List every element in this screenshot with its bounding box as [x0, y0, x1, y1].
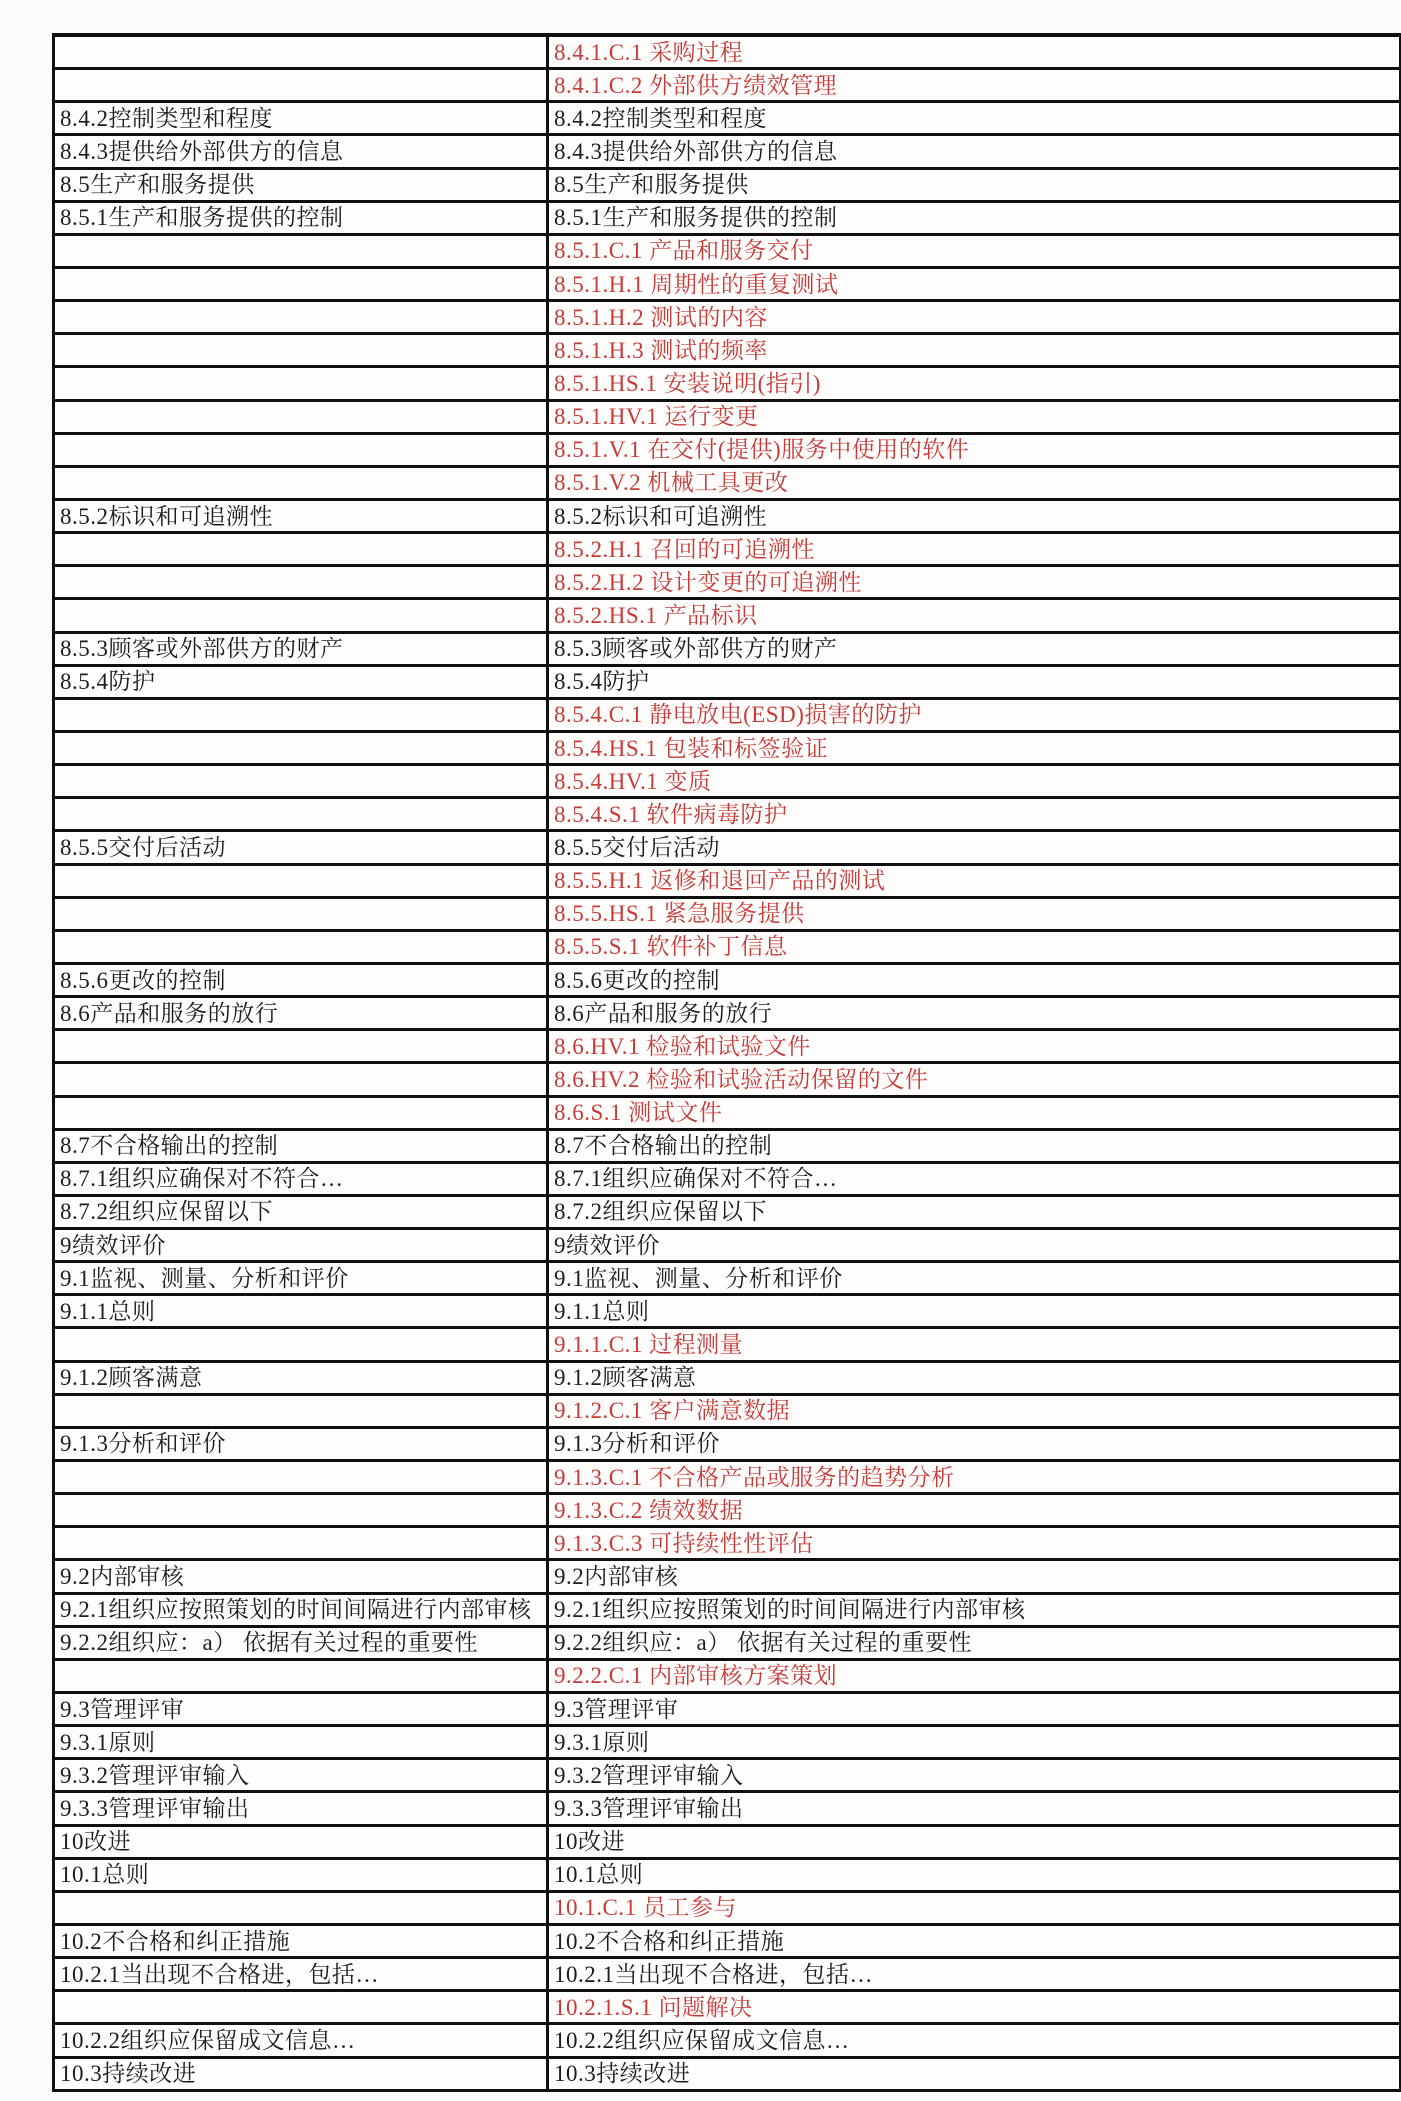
- table-row: [55, 1528, 1399, 1561]
- right-clause-cell: 8.5.1.V.1 在交付(提供)服务中使用的软件: [554, 437, 970, 463]
- table-row: [55, 368, 1399, 401]
- left-clause-cell: [55, 402, 549, 432]
- table-row: [55, 1628, 1399, 1661]
- left-clause-cell: 9.1.1总则: [55, 1296, 549, 1326]
- table-row: [55, 1329, 1399, 1362]
- table-row: [55, 899, 1399, 932]
- table-row: [55, 402, 1399, 435]
- right-clause-cell: 8.5生产和服务提供: [554, 172, 749, 198]
- table-row: [55, 335, 1399, 368]
- right-clause-cell: 10.1.C.1 员工参与: [554, 1895, 737, 1921]
- table-row: [55, 1031, 1399, 1064]
- right-clause-cell: 9.3.2管理评审输入: [554, 1762, 744, 1788]
- right-clause-cell: 9.1.3.C.2 绩效数据: [554, 1497, 744, 1523]
- right-clause-cell: 9.3.1原则: [554, 1729, 650, 1755]
- left-clause-cell: 8.5.1生产和服务提供的控制: [55, 203, 549, 233]
- table-row: [55, 1263, 1399, 1296]
- left-clause-cell: 10.2.1当出现不合格进，包括…: [55, 1959, 549, 1989]
- right-clause-cell: 8.5.1生产和服务提供的控制: [554, 205, 838, 231]
- left-clause-cell: [55, 1992, 549, 2022]
- right-clause-cell: 8.4.3提供给外部供方的信息: [554, 138, 838, 164]
- left-clause-cell: [55, 1098, 549, 1128]
- right-clause-cell: 8.5.1.C.1 产品和服务交付: [554, 238, 814, 264]
- left-clause-cell: 9绩效评价: [55, 1230, 549, 1260]
- left-clause-cell: [55, 1661, 549, 1691]
- table-row: [55, 1926, 1399, 1959]
- right-clause-cell: 8.7.2组织应保留以下: [554, 1199, 767, 1225]
- table-row: [55, 1561, 1399, 1594]
- left-clause-cell: [55, 1329, 549, 1359]
- table-row: [55, 998, 1399, 1031]
- table-row: [55, 1363, 1399, 1396]
- left-clause-cell: 9.3.2管理评审输入: [55, 1760, 549, 1790]
- left-clause-cell: [55, 1462, 549, 1492]
- table-row: [55, 799, 1399, 832]
- right-clause-cell: 8.5.5.S.1 软件补丁信息: [554, 934, 788, 960]
- table-row: [55, 600, 1399, 633]
- right-clause-cell: 9.1.3.C.1 不合格产品或服务的趋势分析: [554, 1464, 955, 1490]
- right-clause-cell: 8.5.1.HV.1 运行变更: [554, 404, 759, 430]
- right-clause-cell: 8.6.HV.2 检验和试验活动保留的文件: [554, 1066, 929, 1092]
- right-clause-cell: 8.5.1.H.3 测试的频率: [554, 337, 768, 363]
- left-clause-cell: 10.1总则: [55, 1860, 549, 1890]
- left-clause-cell: [55, 534, 549, 564]
- table-row: [55, 1396, 1399, 1429]
- table-row: [55, 501, 1399, 534]
- right-clause-cell: 8.5.2标识和可追溯性: [554, 503, 767, 529]
- table-row: [55, 1495, 1399, 1528]
- left-clause-cell: 8.5生产和服务提供: [55, 170, 549, 200]
- left-clause-cell: [55, 269, 549, 299]
- table-row: [55, 1793, 1399, 1826]
- left-clause-cell: 8.4.2控制类型和程度: [55, 103, 549, 133]
- left-clause-cell: 9.2内部审核: [55, 1561, 549, 1591]
- table-row: [55, 634, 1399, 667]
- right-clause-cell: 8.4.2控制类型和程度: [554, 105, 767, 131]
- left-clause-cell: [55, 368, 549, 398]
- table-row: [55, 468, 1399, 501]
- table-row: [55, 1064, 1399, 1097]
- right-clause-cell: 10.2.2组织应保留成文信息…: [554, 2028, 850, 2053]
- right-clause-cell: 10.2.1当出现不合格进，包括…: [554, 1961, 873, 1987]
- left-clause-cell: 10.2.2组织应保留成文信息…: [55, 2025, 549, 2055]
- table-row: [55, 1992, 1399, 2025]
- table-row: [55, 203, 1399, 236]
- table-row: [55, 1131, 1399, 1164]
- right-clause-cell: 8.5.1.H.1 周期性的重复测试: [554, 271, 839, 297]
- table-row: [55, 1595, 1399, 1628]
- table-row: [55, 1296, 1399, 1329]
- right-clause-cell: 8.5.5.H.1 返修和退回产品的测试: [554, 868, 886, 894]
- left-clause-cell: [55, 1495, 549, 1525]
- table-row: [55, 667, 1399, 700]
- left-clause-cell: 9.1监视、测量、分析和评价: [55, 1263, 549, 1293]
- table-row: [55, 1760, 1399, 1793]
- table-row: [55, 103, 1399, 136]
- left-clause-cell: 8.5.3顾客或外部供方的财产: [55, 634, 549, 664]
- right-clause-cell: 8.6.S.1 测试文件: [554, 1100, 723, 1126]
- left-clause-cell: [55, 70, 549, 100]
- left-clause-cell: 8.7不合格输出的控制: [55, 1131, 549, 1161]
- right-clause-cell: 9.1.2顾客满意: [554, 1365, 697, 1391]
- table-row: [55, 136, 1399, 169]
- left-clause-cell: [55, 700, 549, 730]
- table-row: [55, 832, 1399, 865]
- left-clause-cell: [55, 766, 549, 796]
- right-clause-cell: 9.3管理评审: [554, 1696, 679, 1722]
- right-clause-cell: 8.5.1.HS.1 安装说明(指引): [554, 370, 821, 396]
- table-row: [55, 435, 1399, 468]
- table-row: [55, 733, 1399, 766]
- table-row: [55, 1661, 1399, 1694]
- left-clause-cell: 9.3.1原则: [55, 1727, 549, 1757]
- right-clause-cell: 8.5.4.S.1 软件病毒防护: [554, 801, 788, 827]
- table-row: [55, 965, 1399, 998]
- left-clause-cell: 9.2.1组织应按照策划的时间间隔进行内部审核: [55, 1595, 549, 1625]
- table-row: [55, 1429, 1399, 1462]
- right-clause-cell: 9.1.1总则: [554, 1298, 650, 1324]
- table-row: [55, 866, 1399, 899]
- left-clause-cell: [55, 435, 549, 465]
- left-clause-cell: 10.2不合格和纠正措施: [55, 1926, 549, 1956]
- right-clause-cell: 8.5.2.HS.1 产品标识: [554, 602, 758, 628]
- right-clause-cell: 9.2.2组织应：a） 依据有关过程的重要性: [554, 1630, 972, 1656]
- right-clause-cell: 9.1.2.C.1 客户满意数据: [554, 1398, 791, 1424]
- table-row: [55, 170, 1399, 203]
- table-row: [55, 700, 1399, 733]
- table-row: [55, 534, 1399, 567]
- right-clause-cell: 9.1.3.C.3 可持续性性评估: [554, 1530, 814, 1556]
- left-clause-cell: 8.5.6更改的控制: [55, 965, 549, 995]
- right-clause-cell: 8.5.4.HV.1 变质: [554, 768, 712, 794]
- table-row: [55, 302, 1399, 335]
- table-row: [55, 1098, 1399, 1131]
- table-row: [55, 2025, 1399, 2058]
- left-clause-cell: 10改进: [55, 1827, 549, 1857]
- left-clause-cell: [55, 733, 549, 763]
- table-row: [55, 1164, 1399, 1197]
- left-clause-cell: [55, 899, 549, 929]
- table-row: [55, 567, 1399, 600]
- table-row: [55, 70, 1399, 103]
- right-clause-cell: 8.5.6更改的控制: [554, 967, 720, 993]
- right-clause-cell: 9.1监视、测量、分析和评价: [554, 1265, 843, 1291]
- right-clause-cell: 9.1.3分析和评价: [554, 1431, 720, 1457]
- left-clause-cell: [55, 932, 549, 962]
- right-clause-cell: 9.2.2.C.1 内部审核方案策划: [554, 1663, 838, 1689]
- left-clause-cell: [55, 302, 549, 332]
- right-clause-cell: 8.5.2.H.2 设计变更的可追溯性: [554, 569, 862, 595]
- left-clause-cell: 10.3持续改进: [55, 2059, 549, 2089]
- table-row: [55, 932, 1399, 965]
- left-clause-cell: 9.1.3分析和评价: [55, 1429, 549, 1459]
- right-clause-cell: 8.5.2.H.1 召回的可追溯性: [554, 536, 815, 562]
- table-row: [55, 1694, 1399, 1727]
- table-row: [55, 1727, 1399, 1760]
- right-clause-cell: 9.3.3管理评审输出: [554, 1796, 744, 1822]
- right-clause-cell: 8.5.4.C.1 静电放电(ESD)损害的防护: [554, 702, 922, 728]
- right-clause-cell: 8.7不合格输出的控制: [554, 1133, 773, 1159]
- right-clause-cell: 8.5.5交付后活动: [554, 834, 720, 860]
- table-row: [55, 1893, 1399, 1926]
- right-clause-cell: 8.5.3顾客或外部供方的财产: [554, 636, 838, 662]
- right-clause-cell: 8.5.4.HS.1 包装和标签验证: [554, 735, 829, 761]
- right-clause-cell: 9.2.1组织应按照策划的时间间隔进行内部审核: [554, 1597, 1026, 1623]
- left-clause-cell: 9.3管理评审: [55, 1694, 549, 1724]
- right-clause-cell: 8.7.1组织应确保对不符合…: [554, 1166, 838, 1192]
- right-clause-cell: 8.6.HV.1 检验和试验文件: [554, 1033, 811, 1059]
- right-clause-cell: 10改进: [554, 1829, 625, 1855]
- clause-comparison-table: [52, 33, 1401, 2092]
- table-row: [55, 1462, 1399, 1495]
- left-clause-cell: [55, 468, 549, 498]
- left-clause-cell: [55, 866, 549, 896]
- table-row: [55, 1959, 1399, 1992]
- left-clause-cell: 8.5.4防护: [55, 667, 549, 697]
- table-row: [55, 1860, 1399, 1893]
- table-row: [55, 1827, 1399, 1860]
- right-clause-cell: 8.5.4防护: [554, 669, 650, 695]
- table-row: [55, 1197, 1399, 1230]
- left-clause-cell: [55, 236, 549, 266]
- left-clause-cell: 8.5.5交付后活动: [55, 832, 549, 862]
- right-clause-cell: 10.2.1.S.1 问题解决: [554, 1994, 753, 2020]
- left-clause-cell: 8.6产品和服务的放行: [55, 998, 549, 1028]
- table-row: [55, 269, 1399, 302]
- right-clause-cell: 9.2内部审核: [554, 1564, 679, 1590]
- left-clause-cell: [55, 335, 549, 365]
- left-clause-cell: 9.2.2组织应：a） 依据有关过程的重要性: [55, 1628, 549, 1658]
- left-clause-cell: 8.7.2组织应保留以下: [55, 1197, 549, 1227]
- right-clause-cell: 10.3持续改进: [554, 2061, 691, 2087]
- right-clause-cell: 10.2不合格和纠正措施: [554, 1928, 785, 1954]
- left-clause-cell: [55, 1396, 549, 1426]
- left-clause-cell: [55, 1031, 549, 1061]
- right-clause-cell: 8.5.5.HS.1 紧急服务提供: [554, 901, 805, 927]
- left-clause-cell: 8.4.3提供给外部供方的信息: [55, 136, 549, 166]
- right-clause-cell: 8.6产品和服务的放行: [554, 1000, 773, 1026]
- table-row: [55, 766, 1399, 799]
- left-clause-cell: 9.3.3管理评审输出: [55, 1793, 549, 1823]
- right-clause-cell: 8.5.1.V.2 机械工具更改: [554, 470, 789, 496]
- right-clause-cell: 9.1.1.C.1 过程测量: [554, 1332, 744, 1358]
- left-clause-cell: [55, 37, 549, 67]
- left-clause-cell: [55, 1064, 549, 1094]
- right-clause-cell: 10.1总则: [554, 1862, 644, 1888]
- table-row: [55, 1230, 1399, 1263]
- left-clause-cell: [55, 799, 549, 829]
- table-row: [55, 2059, 1399, 2092]
- left-clause-cell: 9.1.2顾客满意: [55, 1363, 549, 1393]
- left-clause-cell: [55, 600, 549, 630]
- right-clause-cell: 8.4.1.C.1 采购过程: [554, 39, 744, 65]
- left-clause-cell: [55, 1528, 549, 1558]
- right-clause-cell: 8.4.1.C.2 外部供方绩效管理: [554, 72, 838, 98]
- left-clause-cell: [55, 1893, 549, 1923]
- right-clause-cell: 9绩效评价: [554, 1232, 660, 1258]
- left-clause-cell: [55, 567, 549, 597]
- left-clause-cell: 8.7.1组织应确保对不符合…: [55, 1164, 549, 1194]
- right-clause-cell: 8.5.1.H.2 测试的内容: [554, 304, 768, 330]
- table-row: [55, 37, 1399, 70]
- left-clause-cell: 8.5.2标识和可追溯性: [55, 501, 549, 531]
- table-row: [55, 236, 1399, 269]
